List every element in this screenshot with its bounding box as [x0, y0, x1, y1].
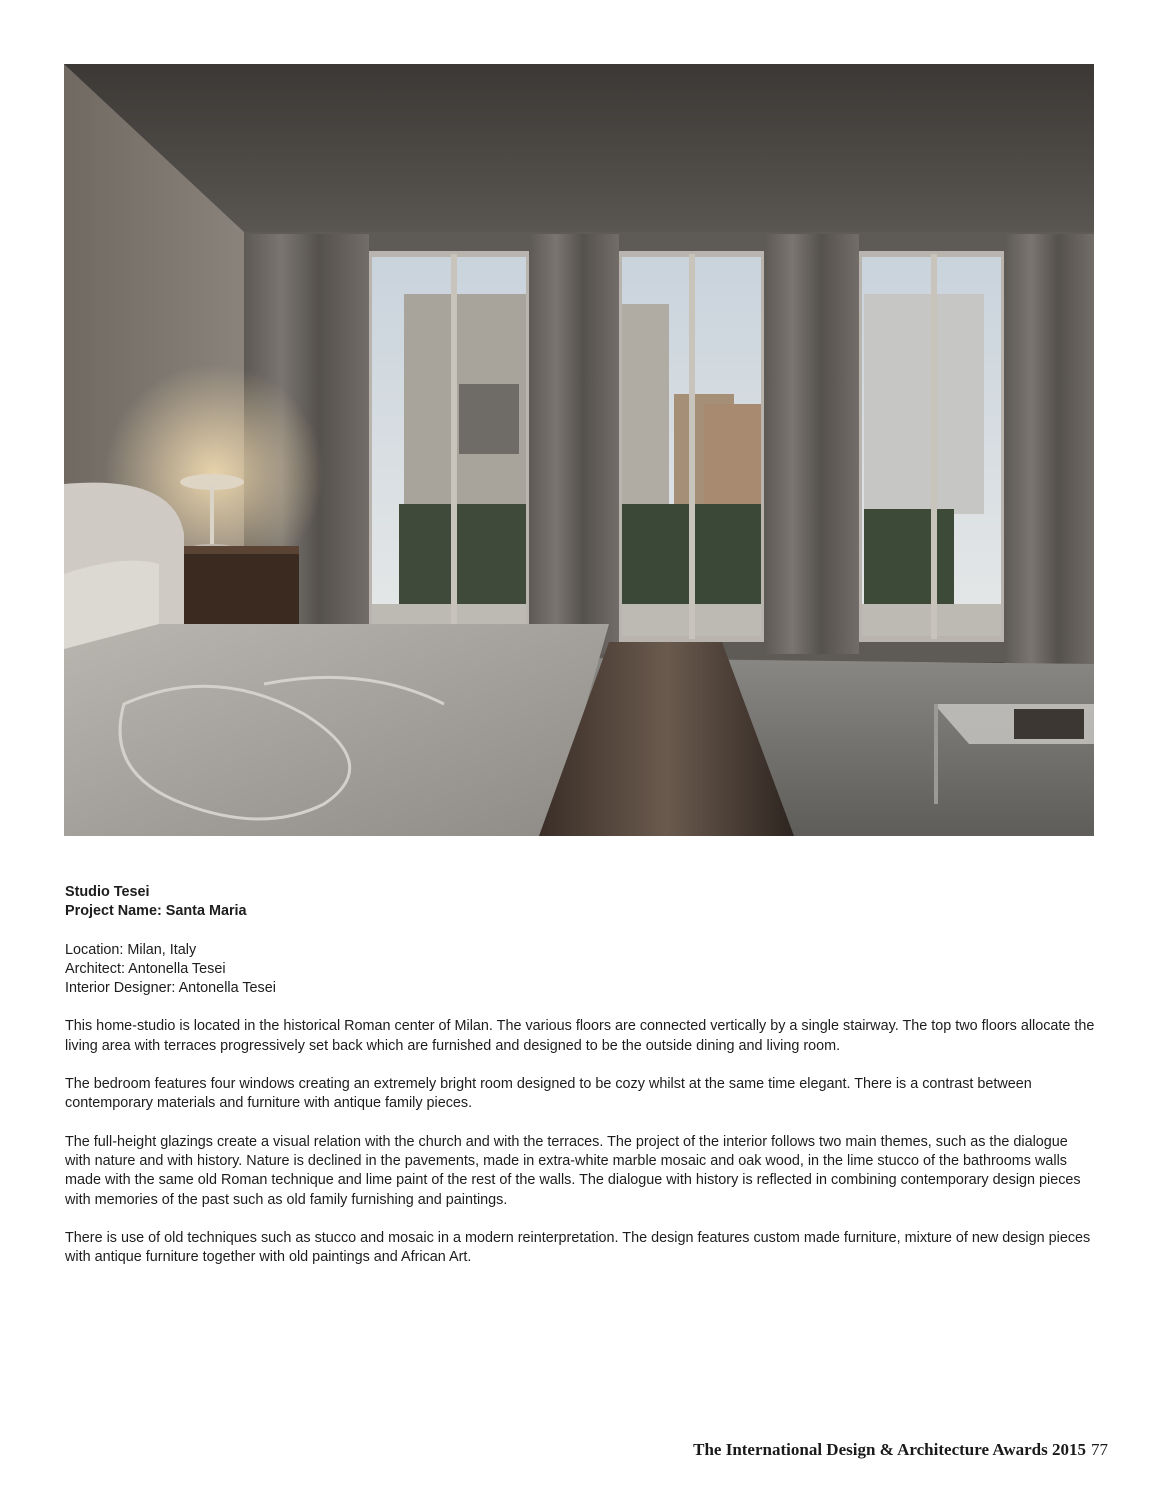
publication-title: The International Design & Architecture Awards 2015: [693, 1440, 1086, 1459]
project-meta: [65, 941, 1095, 999]
paragraph-4: There is use of old techniques such as stucco and mosaic in a modern reinterpretation. The design features custom made furniture, mixture of new design pieces with antique furniture together with old paintings and African Art.: [65, 1229, 1091, 1266]
project-name: Project Name: Santa Maria: [65, 903, 247, 920]
paragraph-1: This home-studio is located in the historical Roman center of Milan. The various floors are connected vertically by a single stairway. The top two floors allocate the living area with terraces progressively set back which are furnished and designed to be the outside dining and living room.: [65, 1018, 1095, 1054]
architect: Architect: Antonella Tesei: [65, 960, 226, 977]
paragraph-2: The bedroom features four windows creating an extremely bright room designed to be cozy whilst at the same time elegant. There is a contrast between contemporary materials and furniture with antique family pieces.: [65, 1076, 1032, 1112]
article-text: [65, 883, 1095, 1267]
interior-designer: Interior Designer: Antonella Tesei: [65, 980, 276, 997]
bedroom-photo: [64, 64, 1094, 836]
bedroom-photo-illustration: [64, 64, 1094, 836]
page-number: 77: [1091, 1440, 1108, 1459]
page-footer: [693, 1440, 1108, 1460]
location: Location: Milan, Italy: [65, 941, 197, 958]
studio-name: Studio Tesei: [65, 884, 150, 900]
paragraph-3: The full-height glazings create a visual relation with the church and with the terraces. The project of the interior follows two main themes, such as the dialogue with nature and with history. Nature is declined in the pavements, made in extra-white marble mosaic and oak wood, in the lime stucco of the bathrooms walls made with the same old Roman technique and lime paint of the rest of the walls. The dialogue with history is reflected in combining contemporary design pieces with memories of the past such as old family furnishing and paintings.: [65, 1133, 1081, 1208]
